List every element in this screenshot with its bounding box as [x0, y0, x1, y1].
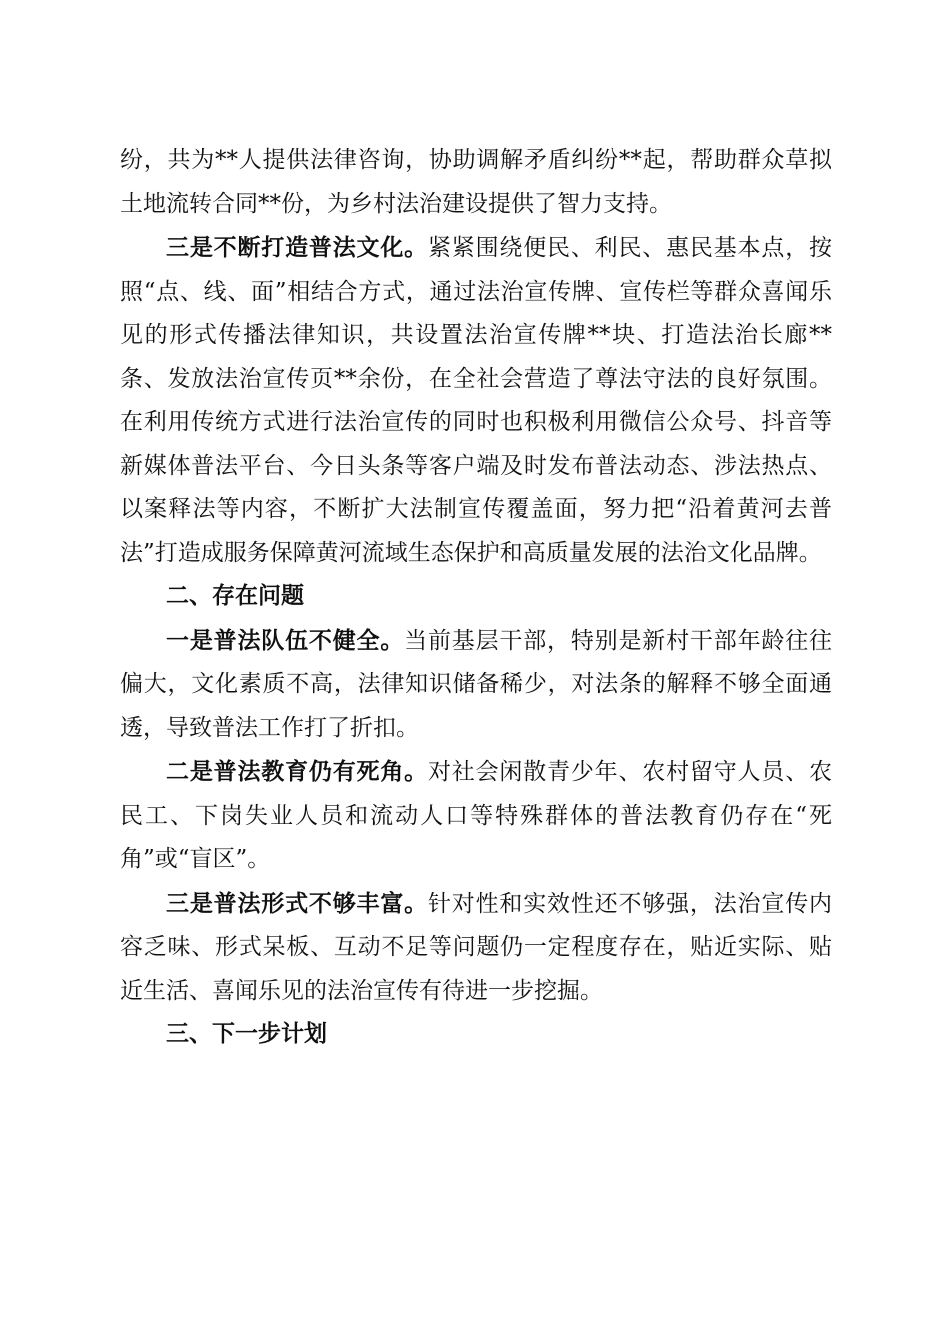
paragraph-text: 纷，共为**人提供法律咨询，协助调解矛盾纠纷**起，帮助群众草拟土地流转合同**份，为乡村法治建设提供了智力支持。: [120, 147, 832, 217]
paragraph-legal-culture: [120, 226, 832, 575]
paragraph-lead: 三是普法形式不够丰富。: [166, 889, 428, 917]
paragraph-text: 紧紧围绕便民、利民、惠民基本点，按照“点、线、面”相结合方式，通过法治宣传牌、宣传栏等群众喜闻乐见的形式传播法律知识，共设置法治宣传牌**块、打造法治长廊**条、发放法治宣传页**余份，在全社会营造了尊法守法的良好氛围。在利用传统方式进行法治宣传的同时也积极利用微信公众号、抖音等新媒体普法平台、今日头条等客户端及时发布普法动态、涉法热点、以案释法等内容，不断扩大法制宣传覆盖面，努力把“沿着黄河去普法”打造成服务保障黄河流域生态保护和高质量发展的法治文化品牌。: [120, 235, 833, 566]
paragraph-text: 对社会闲散青少年、农村留守人员、农民工、下岗失业人员和流动人口等特殊群体的普法教育仍存在“死角”或“盲区”。: [120, 759, 833, 872]
paragraph-text: 针对性和实效性还不够强，法治宣传内容乏味、形式呆板、互动不足等问题仍一定程度存在，贴近实际、贴近生活、喜闻乐见的法治宣传有待进一步挖掘。: [120, 890, 833, 1004]
paragraph-continuation: [120, 139, 832, 226]
paragraph-lead: 一是普法队伍不健全。: [166, 626, 405, 654]
document-body: [120, 139, 832, 1057]
paragraph-forms: [120, 882, 832, 1014]
section-heading-problems: 二、存在问题: [166, 583, 304, 609]
paragraph-text: 当前基层干部，特别是新村干部年龄往往偏大，文化素质不高，法律知识储备稀少，对法条的解释不够全面通透，导致普法工作打了折扣。: [120, 627, 833, 741]
section-heading-next-steps: 三、下一步计划: [166, 1021, 327, 1047]
paragraph-lead: 二是普法教育仍有死角。: [166, 758, 428, 785]
paragraph-blind-spots: [120, 750, 832, 882]
paragraph-team: [120, 619, 832, 751]
paragraph-lead: 三是不断打造普法文化。: [166, 234, 428, 261]
